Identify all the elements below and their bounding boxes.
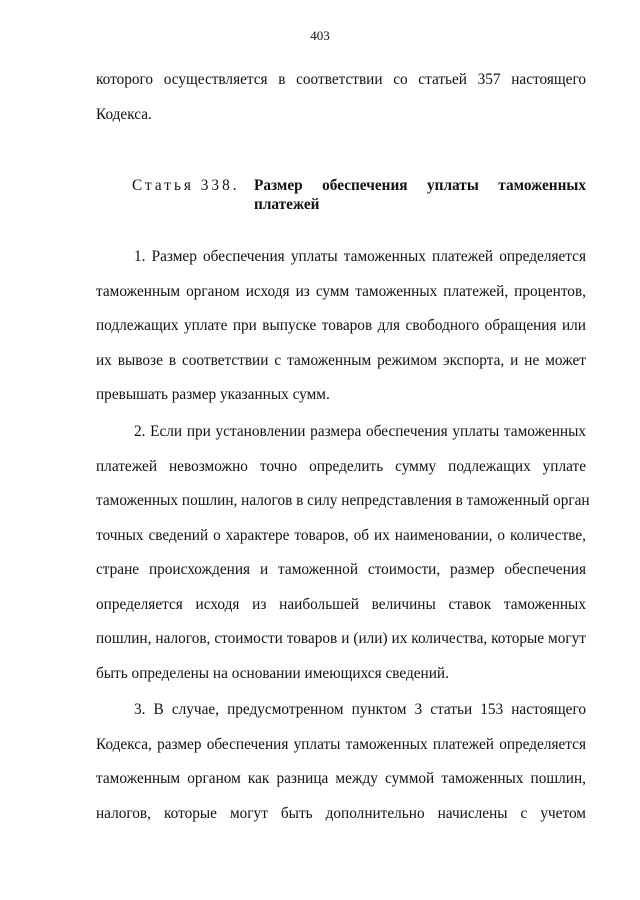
article-label: Статья 338. [132,177,240,194]
article-title-line: платежей [254,196,320,213]
paragraph-3 [96,693,586,831]
paragraph-2 [96,415,590,691]
text-line: Кодекса, размер обеспечения уплаты таможенных платежей определяется [96,735,586,753]
text-line: 3. В случае, предусмотренном пунктом 3 статьи 153 настоящего [134,701,586,718]
text-line: таможенным органом как разница между суммой таможенных пошлин, [96,770,586,787]
text-line: которого осуществляется в соответствии со статьей 357 настоящего [96,71,586,88]
text-line: подлежащих уплате при выпуске товаров для свободного обращения или [96,317,586,334]
text-line: превышать размер указанных сумм. [96,386,330,403]
text-line: 2. Если при установлении размера обеспечения уплаты таможенных [134,423,586,440]
article-title [254,176,586,214]
text-line: таможенных пошлин, налогов в силу непредставления в таможенный орган [96,492,590,509]
page-number: 403 [310,28,330,43]
text-line: стране происхождения и таможенной стоимости, размер обеспечения [96,561,586,578]
paragraph-1 [96,240,586,413]
text-line: их вывозе в соответствии с таможенным режимом экспорта, и не может [96,351,586,369]
intro-paragraph [96,63,586,132]
text-line: налогов, которые могут быть дополнительно начислены с учетом [96,804,586,822]
text-line: пошлин, налогов, стоимости товаров и (или) их количества, которые могут [96,630,586,647]
text-line: определяется исходя из наибольшей величины ставок таможенных [96,595,586,613]
text-line: 1. Размер обеспечения уплаты таможенных платежей определяется [134,248,586,265]
text-line: таможенным органом исходя из сумм таможенных платежей, процентов, [96,282,586,300]
article-title-line: Размер обеспечения уплаты таможенных [254,177,586,194]
text-line: Кодекса. [96,105,152,123]
text-line: быть определены на основании имеющихся сведений. [96,664,449,682]
text-line: платежей невозможно точно определить сумму подлежащих уплате [96,457,586,475]
text-line: точных сведений о характере товаров, об их наименовании, о количестве, [96,526,586,544]
